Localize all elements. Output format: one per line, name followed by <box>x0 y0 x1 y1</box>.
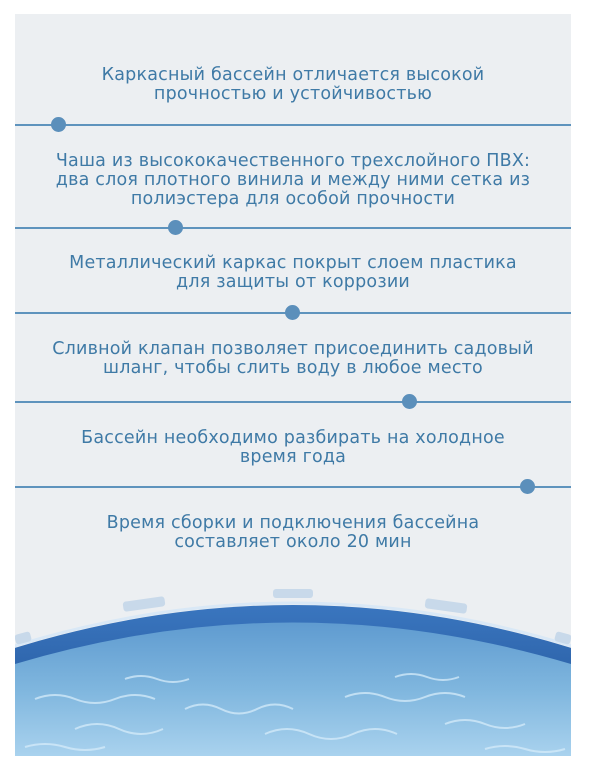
feature-assembly <box>15 514 571 552</box>
divider-dot <box>520 479 535 494</box>
feature-line: два слоя плотного винила и между ними сетка из <box>55 170 531 190</box>
divider <box>15 124 571 126</box>
feature-line: время года <box>239 447 347 467</box>
feature-frame <box>15 254 571 292</box>
feature-line: Сливной клапан позволяет присоединить садовый <box>52 339 534 359</box>
divider-dot <box>168 220 183 235</box>
feature-line: Время сборки и подключения бассейна <box>106 513 480 533</box>
pool-illustration <box>15 589 571 756</box>
feature-card <box>15 14 571 756</box>
feature-valve <box>15 340 571 378</box>
feature-line: Чаша из высококачественного трехслойного ПВХ: <box>55 151 531 171</box>
divider <box>15 486 571 488</box>
feature-line: Бассейн необходимо разбирать на холодное <box>81 428 505 448</box>
feature-line: прочностью и устойчивостью <box>153 84 433 104</box>
feature-material <box>15 152 571 209</box>
feature-line: шланг, чтобы слить воду в любое место <box>103 358 483 378</box>
feature-line: Металлический каркас покрыт слоем пластика <box>69 253 517 273</box>
feature-strength <box>15 66 571 104</box>
divider-dot <box>402 394 417 409</box>
divider-dot <box>285 305 300 320</box>
feature-line: полиэстера для особой прочности <box>130 189 456 209</box>
divider <box>15 227 571 229</box>
feature-line: для защиты от коррозии <box>176 272 410 292</box>
divider <box>15 401 571 403</box>
feature-line: Каркасный бассейн отличается высокой <box>101 65 485 85</box>
frame-joint <box>425 598 468 614</box>
feature-line: составляет около 20 мин <box>174 532 412 552</box>
divider-dot <box>51 117 66 132</box>
frame-joint <box>273 589 313 598</box>
feature-winter <box>15 429 571 467</box>
frame-joint <box>123 596 166 612</box>
